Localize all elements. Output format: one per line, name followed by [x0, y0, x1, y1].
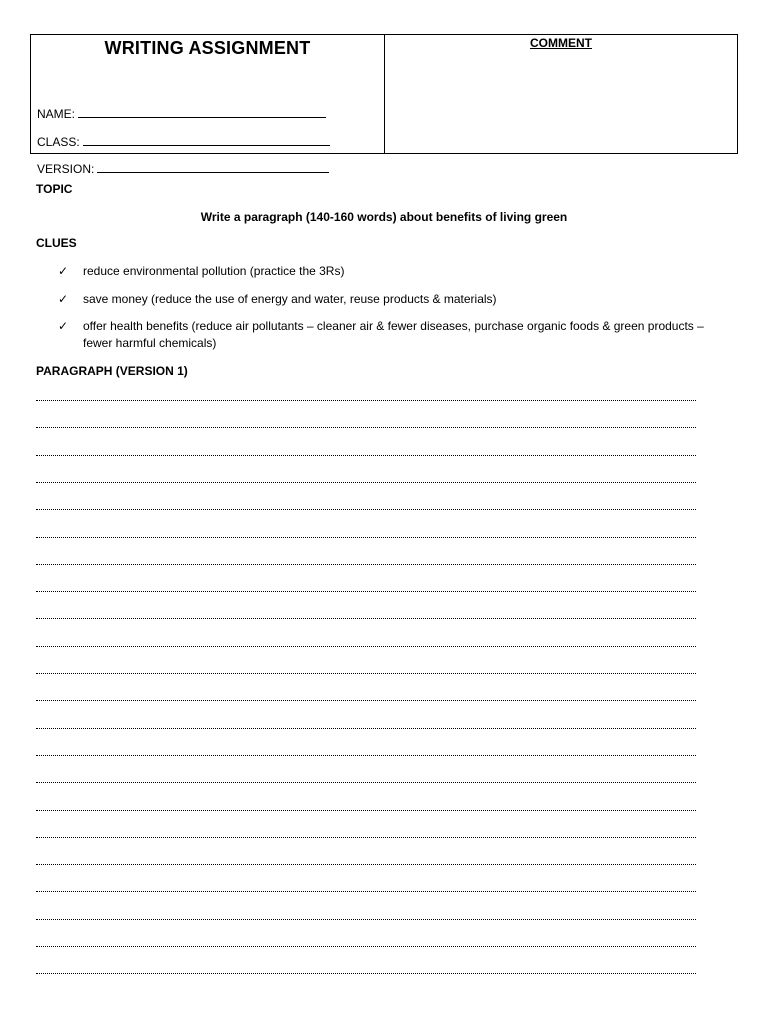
- class-label: CLASS:: [37, 135, 80, 149]
- clue-text: offer health benefits (reduce air pollutants – cleaner air & fewer diseases, purchase organic foods & green products – fewer harmful chemicals): [83, 319, 704, 350]
- name-field[interactable]: [37, 107, 326, 121]
- assignment-title: WRITING ASSIGNMENT: [104, 38, 311, 58]
- writing-line[interactable]: [36, 700, 696, 701]
- comment-cell[interactable]: [385, 35, 737, 153]
- writing-line[interactable]: [36, 400, 696, 401]
- writing-line[interactable]: [36, 591, 696, 592]
- comment-label: COMMENT: [530, 36, 592, 50]
- writing-line[interactable]: [36, 891, 696, 892]
- writing-line[interactable]: [36, 782, 696, 783]
- writing-line[interactable]: [36, 864, 696, 865]
- writing-line[interactable]: [36, 919, 696, 920]
- clue-item: [58, 263, 708, 280]
- writing-line[interactable]: [36, 646, 696, 647]
- class-field[interactable]: [37, 135, 330, 149]
- topic-text: Write a paragraph (140-160 words) about benefits of living green: [200, 210, 568, 224]
- clues-label: CLUES: [36, 236, 77, 250]
- name-blank-line[interactable]: [78, 107, 326, 118]
- header-left-cell: [31, 35, 385, 176]
- writing-line[interactable]: [36, 810, 696, 811]
- clue-text: save money (reduce the use of energy and water, reuse products & materials): [83, 292, 497, 306]
- writing-line[interactable]: [36, 973, 696, 974]
- writing-line[interactable]: [36, 509, 696, 510]
- writing-line[interactable]: [36, 728, 696, 729]
- writing-line[interactable]: [36, 427, 696, 428]
- version-blank-line[interactable]: [97, 162, 329, 173]
- checkmark-icon: ✓: [58, 319, 69, 333]
- writing-line[interactable]: [36, 673, 696, 674]
- writing-line[interactable]: [36, 618, 696, 619]
- writing-line[interactable]: [36, 564, 696, 565]
- version-field[interactable]: [37, 162, 329, 176]
- checkmark-icon: ✓: [58, 264, 69, 278]
- class-blank-line[interactable]: [83, 135, 330, 146]
- paragraph-label: PARAGRAPH (VERSION 1): [36, 364, 188, 378]
- topic-label: TOPIC: [36, 182, 73, 196]
- writing-line[interactable]: [36, 837, 696, 838]
- name-label: NAME:: [37, 107, 76, 121]
- checkmark-icon: ✓: [58, 292, 69, 306]
- clue-item: [58, 291, 708, 308]
- clue-text: reduce environmental pollution (practice the 3Rs): [83, 264, 345, 278]
- version-label: VERSION:: [37, 162, 95, 176]
- writing-line[interactable]: [36, 455, 696, 456]
- writing-line[interactable]: [36, 946, 696, 947]
- writing-line[interactable]: [36, 537, 696, 538]
- clue-item: [58, 318, 708, 352]
- writing-line[interactable]: [36, 482, 696, 483]
- header-box: [30, 34, 738, 176]
- writing-line[interactable]: [36, 755, 696, 756]
